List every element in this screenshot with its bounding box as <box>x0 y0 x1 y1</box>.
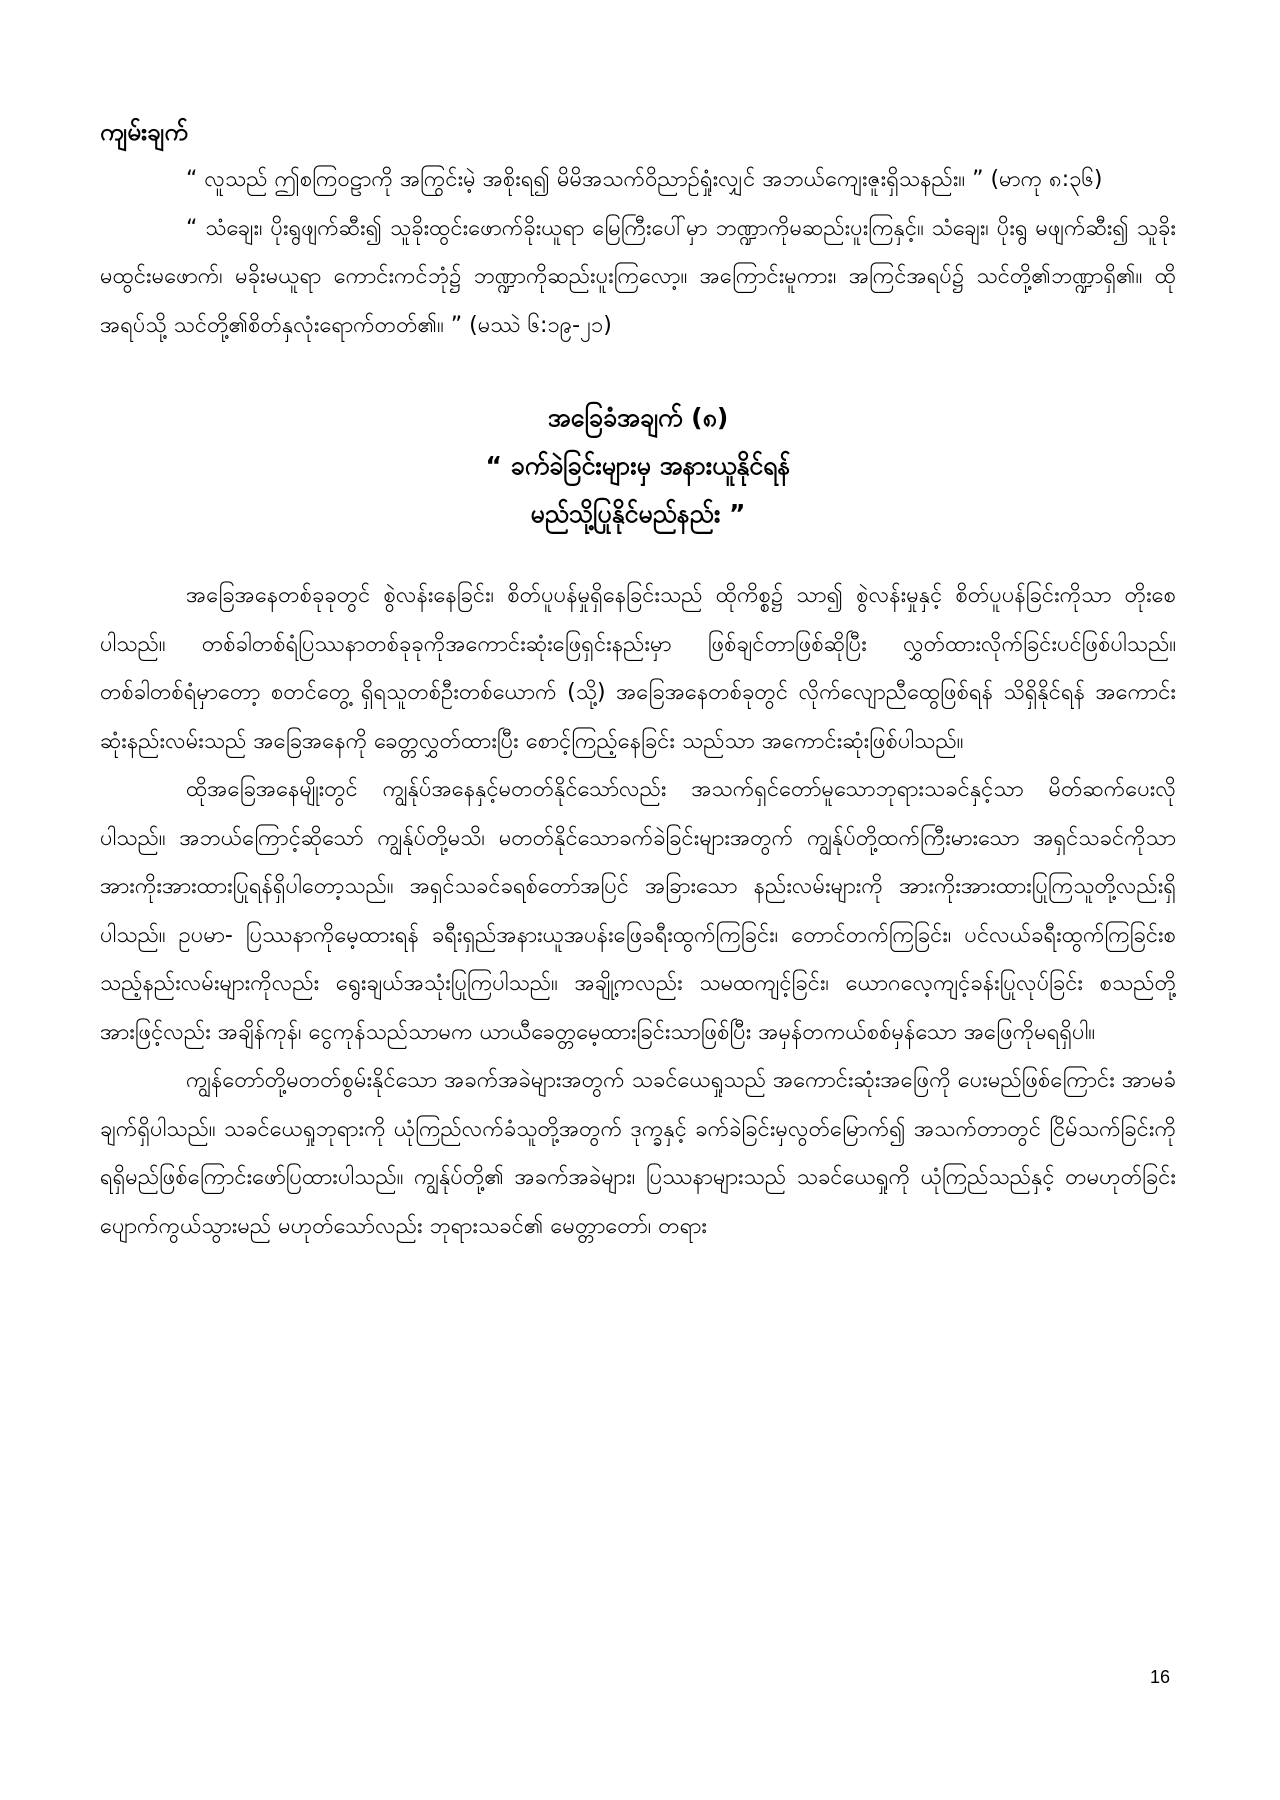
scripture-quote-matthew: “ သံချေး၊ ပိုးရွဖျက်ဆီး၍ သူခိုးထွင်းဖောက်ခိုးယူရာ မြေကြီးပေါ်မှာ ဘဏ္ဍာကိုမဆည်းပူးကြနှင့်။ သံချေး၊ ပိုးရွ မဖျက်ဆီး၍ သူခိုးမထွင်းမဖောက်၊ မခိုးမယူရာ ကောင်းကင်ဘုံ၌ ဘဏ္ဍာကိုဆည်းပူးကြလော့။ အကြောင်းမူကား၊ အကြင်အရပ်၌ သင်တို့၏ဘဏ္ဍာရှိ၏။ ထိုအရပ်သို့ သင်တို့၏စိတ်နှလုံးရောက်တတ်၏။ ” (မဿဲ ၆:၁၉-၂၁) <box>100 215 1176 338</box>
principle-title-line-2: မည်သို့ပြုနိုင်မည်နည်း ” <box>530 499 746 528</box>
scripture-quote-mark: “ လူသည် ဤစကြဝဠာကို အကြွင်းမဲ့ အစိုးရ၍ မိမိအသက်ဝိညာဉ်ရှုံးလျှင် အဘယ်ကျေးဇူးရှိသနည်း။ ” (မာကု ၈:၃၆) <box>186 167 1103 192</box>
principle-title <box>100 394 1176 538</box>
body-paragraph-2: ထိုအခြေအနေမျိုးတွင် ကျွန်ုပ်အနေနှင့်မတတ်နိုင်သော်လည်း အသက်ရှင်တော်မူသောဘုရားသခင်နှင့်သာ မိတ်ဆက်ပေးလိုပါသည်။ အဘယ်ကြောင့်ဆိုသော် ကျွန်ုပ်တို့မသိ၊ မတတ်နိုင်သောခက်ခဲခြင်းများအတွက် ကျွန်ုပ်တို့ထက်ကြီးမားသော အရှင်သခင်ကိုသာ အားကိုးအားထားပြုရန်ရှိပါတော့သည်။ အရှင်သခင်ခရစ်တော်အပြင် အခြားသော နည်းလမ်းများကို အားကိုးအားထားပြုကြသူတို့လည်းရှိပါသည်။ ဥပမာ- ပြဿနာကိုမေ့ထားရန် ခရီးရှည်အနားယူအပန်းဖြေခရီးထွက်ကြခြင်း၊ တောင်တက်ကြခြင်း၊ ပင်လယ်ခရီးထွက်ကြခြင်းစသည့်နည်းလမ်းများကိုလည်း ရွေးချယ်အသုံးပြုကြပါသည်။ အချို့ကလည်း သမထကျင့်ခြင်း၊ ယောဂလေ့ကျင့်ခန်းပြုလုပ်ခြင်း စသည်တို့အားဖြင့်လည်း အချိန်ကုန်၊ ငွေကုန်သည်သာမက ယာယီခေတ္တမေ့ထားခြင်းသာဖြစ်ပြီး အမှန်တကယ်စစ်မှန်သော အဖြေကိုမရရှိပါ။ <box>100 777 1176 1045</box>
principle-number: အခြေခံအချက် (၈) <box>547 403 729 432</box>
body-paragraph-3: ကျွန်တော်တို့မတတ်စွမ်းနိုင်သော အခက်အခဲများအတွက် သခင်ယေရှုသည် အကောင်းဆုံးအဖြေကို ပေးမည်ဖြစ်ကြောင်း အာမခံချက်ရှိပါသည်။ သခင်ယေရှုဘုရားကို ယုံကြည်လက်ခံသူတို့အတွက် ဒုက္ခနှင့် ခက်ခဲခြင်းမှလွတ်မြောက်၍ အသက်တာတွင် ငြိမ်သက်ခြင်းကို ရရှိမည်ဖြစ်ကြောင်းဖော်ပြထားပါသည်။ ကျွန်ုပ်တို့၏ အခက်အခဲများ၊ ပြဿနာများသည် သခင်ယေရှုကို ယုံကြည်သည်နှင့် တမဟုတ်ခြင်း ပျောက်ကွယ်သွားမည် မဟုတ်သော်လည်း ဘုရားသခင်၏ မေတ္တာတော်၊ တရား <box>100 1068 1176 1239</box>
scripture-heading: ကျမ်းချက် <box>100 118 188 146</box>
principle-title-line-1: “ ခက်ခဲခြင်းများမှ အနားယူနိုင်ရန် <box>485 451 791 480</box>
body-paragraph-1: အခြေအနေတစ်ခုခုတွင် စွဲလန်းနေခြင်း၊ စိတ်ပူပန်မှုရှိနေခြင်းသည် ထိုကိစ္စ၌ သာ၍ စွဲလန်းမှုနှင့် စိတ်ပူပန်ခြင်းကိုသာ တိုးစေပါသည်။ တစ်ခါတစ်ရံပြဿနာတစ်ခုခုကိုအကောင်းဆုံးဖြေရှင်းနည်းမှာ ဖြစ်ချင်တာဖြစ်ဆိုပြီး လွှတ်ထားလိုက်ခြင်းပင်ဖြစ်ပါသည်။ တစ်ခါတစ်ရံမှာတော့ စတင်တွေ့ ရှိရသူတစ်ဦးတစ်ယောက် (သို့) အခြေအနေတစ်ခုတွင် လိုက်လျောညီထွေဖြစ်ရန် သိရှိနိုင်ရန် အကောင်းဆုံးနည်းလမ်းသည် အခြေအနေကို ခေတ္တလွှတ်ထားပြီး စောင့်ကြည့်နေခြင်း သည်သာ အကောင်းဆုံးဖြစ်ပါသည်။ <box>100 583 1176 754</box>
page-content <box>100 108 1176 1251</box>
page-number: 16 <box>1150 1667 1171 1687</box>
body-text <box>100 572 1176 1251</box>
